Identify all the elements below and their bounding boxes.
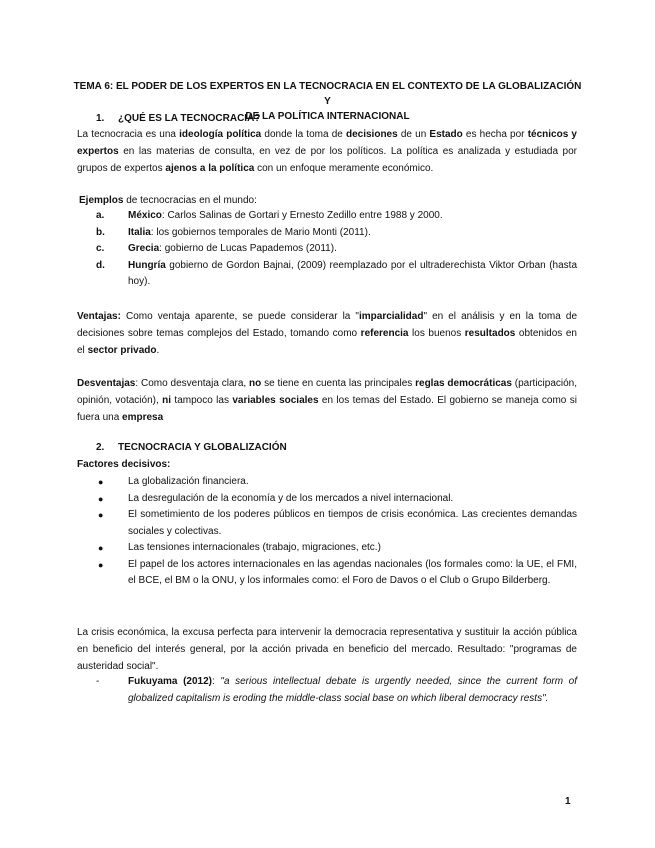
factor-item (96, 507, 577, 540)
text-run: (participación, opinión, votación), (77, 378, 578, 406)
example-text: : Carlos Salinas de Gortari y Ernesto Zedillo entre 1988 y 2000. (161, 210, 443, 221)
bold-run: no (249, 378, 262, 389)
disadvantages-paragraph (77, 375, 577, 426)
section-2-heading (96, 441, 287, 455)
dash-marker: - (96, 676, 100, 687)
factor-text: La desregulación de la economía y de los mercados a nivel internacional. (128, 492, 454, 504)
quote-list (96, 674, 577, 707)
list-marker: b. (96, 226, 105, 238)
bold-run: referencia (360, 328, 409, 339)
factor-item (96, 540, 577, 557)
section-1-number: 1. (96, 113, 105, 124)
factor-text: La globalización financiera. (128, 476, 249, 487)
example-item-grecia (96, 241, 577, 258)
bold-run: Estado (429, 129, 463, 140)
text-run: en las materias de consulta, en vez de por los políticos. La política es analizada y estudiada por grupos de expertos (77, 146, 577, 174)
factors-label: Factores decisivos: (77, 459, 171, 470)
quote-author: Fukuyama (2012) (128, 676, 212, 687)
page-number: 1 (565, 796, 571, 807)
bold-run: imparcialidad (358, 311, 424, 322)
factor-item (96, 491, 577, 508)
bullet-icon: ● (98, 510, 104, 520)
section-2-number: 2. (96, 442, 105, 453)
text-run: : Como desventaja clara, (135, 378, 250, 389)
disadvantages-label: Desventajas (77, 378, 136, 389)
factors-list (96, 474, 577, 590)
example-text: : los gobiernos temporales de Mario Monti (2011). (150, 226, 371, 238)
text-run: los buenos (408, 328, 465, 339)
text-run: es hecha por (462, 129, 528, 140)
examples-list (96, 208, 577, 291)
title-line-1: TEMA 6: EL PODER DE LOS EXPERTOS EN LA TECNOCRACIA EN EL CONTEXTO DE LA GLOBALIZACIÓN Y (73, 81, 582, 107)
crisis-paragraph: La crisis económica, la excusa perfecta para intervenir la democracia representativa y sustituir la acción pública en beneficio del interés general, por la acción privada en beneficio del mercado. Resultado: "programas de austeridad social". (77, 627, 577, 672)
example-country: México (128, 210, 162, 221)
bold-run: sector privado (87, 345, 157, 356)
example-item-hungria (96, 258, 577, 291)
definition-paragraph (77, 126, 577, 177)
factor-text: El papel de los actores internacionales en las agendas nacionales (los formales como: la UE, el FMI, el BCE, el BM o la ONU, y los informales como: el Foro de Davos o el Club o Grupo Bilderberg. (128, 558, 577, 586)
text-run: La tecnocracia es una (77, 129, 180, 140)
text-run: : (211, 676, 221, 687)
bold-run: empresa (122, 412, 164, 423)
quote-text: "a serious intellectual debate is urgently needed, since the current form of globalized capitalism is eroding the middle-class social base on which liberal democracy rests". (128, 676, 577, 704)
bold-run: ni (162, 395, 172, 406)
list-marker: c. (96, 243, 105, 254)
factor-item (96, 474, 577, 491)
example-text: : gobierno de Lucas Papademos (2011). (159, 243, 337, 254)
text-run: " en el análisis y en la toma de decisiones sobre temas complejos del Estado, tomando como (77, 311, 578, 339)
example-text: gobierno de Gordon Bajnai, (2009) reemplazado por el ultraderechista Viktor Orban (hasta hoy). (128, 259, 577, 287)
bold-run: ajenos a la política (165, 163, 255, 174)
factor-item (96, 557, 577, 590)
list-marker: d. (96, 259, 105, 271)
example-item-italia (96, 225, 577, 242)
bullet-icon: ● (98, 559, 104, 570)
text-run: en los temas del Estado. El gobierno se maneja como si fuera una (77, 395, 577, 423)
text-run: . (156, 345, 160, 356)
title-line-2: DE LA POLÍTICA INTERNACIONAL (245, 111, 410, 122)
text-run: Como ventaja aparente, se puede considerar la " (120, 311, 359, 322)
example-country: Italia (128, 226, 151, 238)
advantages-paragraph (77, 308, 577, 359)
bullet-icon: ● (98, 493, 104, 504)
bold-run: ideología política (179, 129, 262, 140)
section-1-heading (96, 112, 260, 126)
example-country: Grecia (128, 243, 160, 254)
bullet-icon: ● (98, 543, 104, 553)
text-run: de un (397, 129, 430, 140)
bold-run: técnicos y expertos (77, 129, 577, 157)
advantages-label: Ventajas: (77, 311, 121, 322)
section-1-title: ¿QUÉ ES LA TECNOCRACIA? (118, 113, 261, 124)
text-run: con un enfoque meramente económico. (254, 163, 434, 174)
factor-text: Las tensiones internacionales (trabajo, migraciones, etc.) (128, 542, 381, 553)
text-run: obtenidos en el (77, 328, 577, 356)
quote-item (96, 674, 577, 707)
factor-text: El sometimiento de los poderes públicos en tiempos de crisis económica. Las crecientes demandas sociales y colectivas. (128, 509, 577, 537)
bold-run: reglas democráticas (415, 378, 512, 389)
text-run: de tecnocracias en el mundo: (123, 195, 257, 206)
examples-label: Ejemplos (79, 195, 124, 206)
bold-run: variables sociales (232, 395, 319, 406)
section-2-title: TECNOCRACIA Y GLOBALIZACIÓN (118, 442, 287, 453)
bullet-icon: ● (98, 477, 104, 487)
text-run: tampoco las (171, 395, 233, 406)
text-run: donde la toma de (261, 129, 346, 140)
bold-run: decisiones (345, 129, 398, 140)
list-marker: a. (96, 210, 105, 221)
examples-intro (79, 192, 579, 209)
bold-run: resultados (464, 328, 516, 339)
example-country: Hungría (128, 259, 166, 271)
text-run: se tiene en cuenta las principales (261, 378, 416, 389)
example-item-mexico (96, 208, 577, 225)
